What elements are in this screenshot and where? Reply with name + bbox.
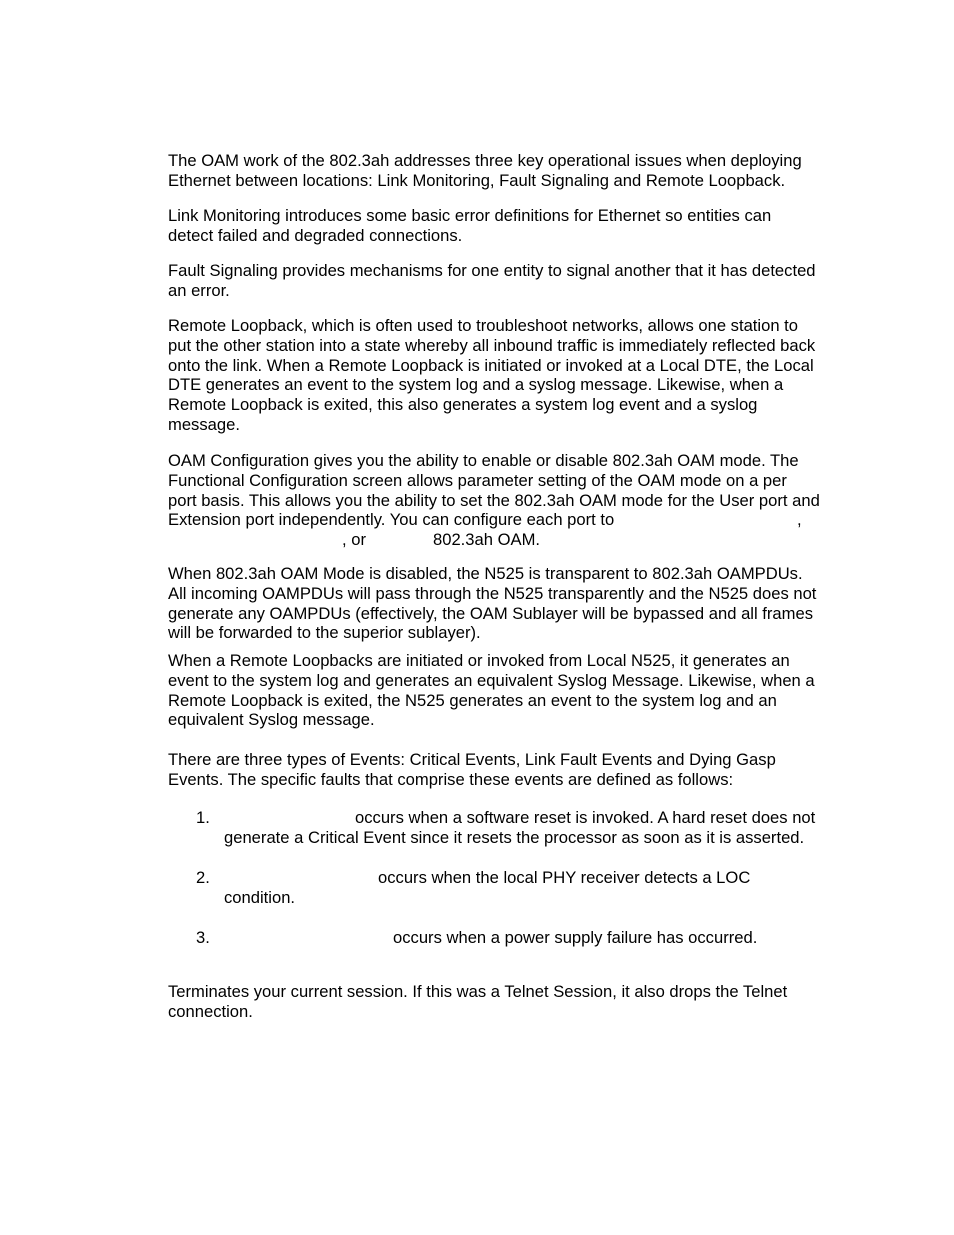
list-item xyxy=(196,808,856,848)
list-text: generate a Critical Event since it resets the processor as soon as it is asserted. xyxy=(224,827,805,847)
text-line: will be forwarded to the superior sublayer). xyxy=(168,623,481,643)
list-number: 2. xyxy=(196,868,210,887)
list-text: occurs when a software reset is invoked. A hard reset does not xyxy=(355,808,816,827)
text-fragment: 802.3ah OAM. xyxy=(433,530,541,550)
text-line: onto the link. When a Remote Loopback is initiated or invoked at a Local DTE, the Local xyxy=(168,355,814,375)
text-line: There are three types of Events: Critical Events, Link Fault Events and Dying Gasp xyxy=(168,750,776,769)
text-line: Link Monitoring introduces some basic error definitions for Ethernet so entities can xyxy=(168,206,772,225)
text-line: event to the system log and generates an equivalent Syslog Message. Likewise, when a xyxy=(168,670,815,690)
text-line: equivalent Syslog message. xyxy=(168,710,375,730)
text-line: DTE generates an event to the system log and a syslog message. Likewise, when a xyxy=(168,375,784,395)
text-line: Remote Loopback is exited, this also generates a system log event and a syslog xyxy=(168,395,758,415)
list-number: 3. xyxy=(196,928,210,947)
text-line: OAM Configuration gives you the ability to enable or disable 802.3ah OAM mode. The xyxy=(168,451,799,470)
text-line: port basis. This allows you the ability to set the 802.3ah OAM mode for the User port and xyxy=(168,490,820,510)
list-number: 1. xyxy=(196,808,210,827)
paragraph-event-types xyxy=(168,750,848,790)
text-line: Terminates your current session. If this was a Telnet Session, it also drops the Telnet xyxy=(168,982,788,1001)
paragraph-link-monitoring xyxy=(168,206,848,246)
text-fragment: , xyxy=(797,510,802,530)
paragraph-logout xyxy=(168,982,848,1022)
list-text: condition. xyxy=(224,887,296,907)
paragraph-remote-loopback xyxy=(168,316,848,435)
text-line: Remote Loopback is exited, the N525 generates an event to the system log and an xyxy=(168,690,777,710)
text-line: connection. xyxy=(168,1001,253,1021)
text-fragment: Extension port independently. You can configure each port to xyxy=(168,510,615,530)
list-text: occurs when a power supply failure has occurred. xyxy=(393,928,758,947)
text-line: Remote Loopback, which is often used to troubleshoot networks, allows one station to xyxy=(168,316,799,335)
paragraph-remote-loopback-events xyxy=(168,651,848,730)
paragraph-oam-configuration xyxy=(168,451,848,550)
text-line: message. xyxy=(168,414,240,434)
text-line: Events. The specific faults that comprise these events are defined as follows: xyxy=(168,769,734,789)
text-line-with-gap xyxy=(168,510,848,530)
text-line: All incoming OAMPDUs will pass through the N525 transparently and the N525 does not xyxy=(168,583,817,603)
text-line: The OAM work of the 802.3ah addresses three key operational issues when deploying xyxy=(168,151,802,170)
list-text: occurs when the local PHY receiver detects a LOC xyxy=(378,868,751,887)
text-fragment: , or xyxy=(342,530,366,550)
list-item xyxy=(196,928,856,948)
text-line: an error. xyxy=(168,280,230,300)
text-line-with-gap xyxy=(168,530,848,550)
text-line: generate any OAMPDUs (effectively, the OAM Sublayer will be bypassed and all frames xyxy=(168,603,813,623)
list-item xyxy=(196,868,856,908)
text-line: put the other station into a state whereby all inbound traffic is immediately reflected back xyxy=(168,335,816,355)
text-line: detect failed and degraded connections. xyxy=(168,225,463,245)
text-line: When 802.3ah OAM Mode is disabled, the N525 is transparent to 802.3ah OAMPDUs. xyxy=(168,564,803,583)
paragraph-oam-disabled xyxy=(168,564,848,643)
text-line: Fault Signaling provides mechanisms for one entity to signal another that it has detected xyxy=(168,261,816,280)
text-line: Functional Configuration screen allows parameter setting of the OAM mode on a per xyxy=(168,470,787,490)
paragraph-fault-signaling xyxy=(168,261,848,301)
paragraph-oam-overview xyxy=(168,151,848,191)
text-line: Ethernet between locations: Link Monitoring, Fault Signaling and Remote Loopback. xyxy=(168,170,786,190)
text-line: When a Remote Loopbacks are initiated or invoked from Local N525, it generates an xyxy=(168,651,790,670)
